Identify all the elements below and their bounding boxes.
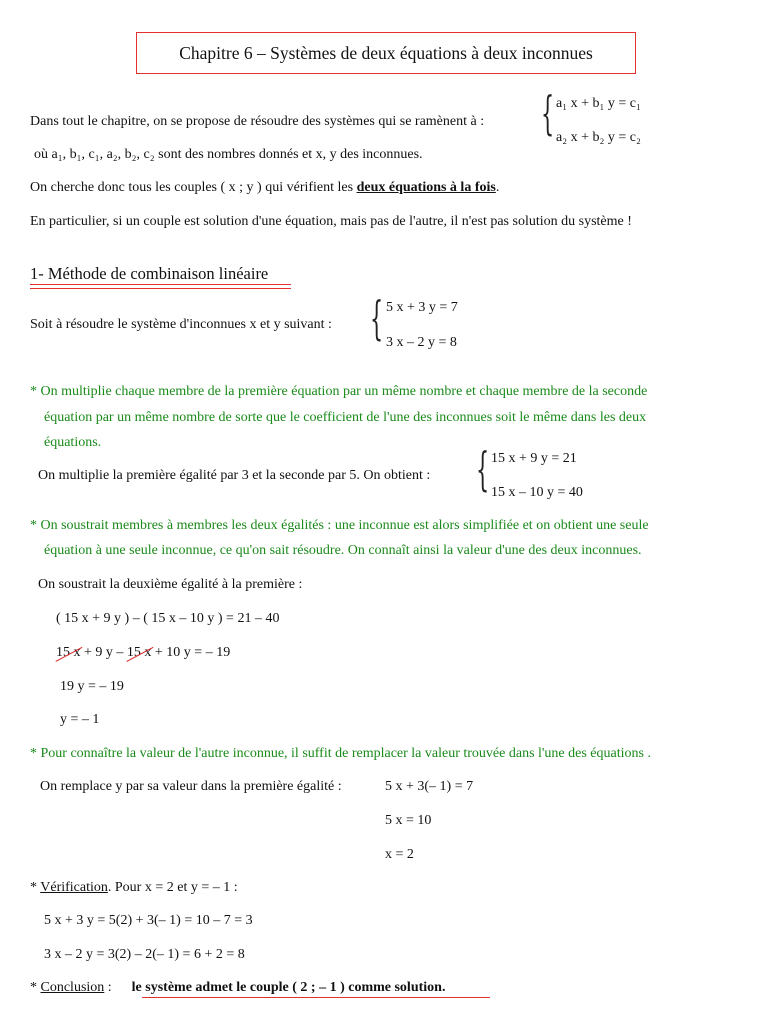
step2-line2: équation à une seule inconnue, ce qu'on sait résoudre. On connaît ainsi la valeur d'une des deux inconnues.	[44, 543, 642, 558]
section-heading: 1- Méthode de combinaison linéaire	[30, 264, 269, 283]
system-brace: {	[370, 291, 384, 345]
step1-line1: * On multiplie chaque membre de la première équation par un même nombre et chaque membre de la seconde	[30, 384, 648, 399]
general-eq2: a₂ x + b₂ y = c₂	[556, 130, 641, 145]
bold-phrase: deux équations à la fois	[356, 180, 496, 195]
chapter-title: Chapitre 6 – Systèmes de deux équations à deux inconnues	[136, 32, 636, 74]
replace-eq3: x = 2	[385, 847, 414, 862]
verification-label: Vérification	[40, 880, 108, 895]
heading-underline-2	[30, 288, 291, 289]
conclusion-label: Conclusion	[40, 980, 105, 995]
system-brace: {	[476, 442, 490, 496]
step3-line: * Pour connaître la valeur de l'autre inconnue, il suffit de remplacer la valeur trouvée dans l'une des équations .	[30, 746, 651, 761]
step2-line1: * On soustrait membres à membres les deux égalités : une inconnue est alors simplifiée et on obtient une seule	[30, 518, 649, 533]
general-eq1: a₁ x + b₁ y = c₁	[556, 96, 641, 111]
conclusion-text: le système admet le couple ( 2 ; – 1 ) comme solution.	[131, 980, 446, 995]
verification-line: * Vérification. Pour x = 2 et y = – 1 :	[30, 880, 238, 895]
system-brace: {	[541, 86, 555, 140]
system-eq2: 3 x – 2 y = 8	[386, 335, 457, 350]
cancelled-term: 15 x	[56, 645, 81, 660]
calc-line1: ( 15 x + 9 y ) – ( 15 x – 10 y ) = 21 – 40	[56, 611, 280, 626]
conclusion-line: * Conclusion : le système admet le couple ( 2 ; – 1 ) comme solution.	[30, 980, 446, 995]
verification-eq2: 3 x – 2 y = 3(2) – 2(– 1) = 6 + 2 = 8	[44, 947, 245, 962]
multiplied-eq2: 15 x – 10 y = 40	[491, 485, 583, 500]
calc-line2: 15 x + 9 y – 15 x + 10 y = – 19	[56, 645, 231, 660]
multiplied-eq1: 15 x + 9 y = 21	[491, 451, 577, 466]
intro-line2: où a₁, b₁, c₁, a₂, b₂, c₂ sont des nombres donnés et x, y des inconnues.	[34, 147, 423, 162]
step1-line2: équation par un même nombre de sorte que le coefficient de l'une des inconnues soit le même dans les deux	[44, 410, 647, 425]
cancelled-term: 15 x	[126, 645, 152, 660]
multiply-text: On multiplie la première égalité par 3 et la seconde par 5. On obtient :	[38, 468, 431, 483]
replace-eq2: 5 x = 10	[385, 813, 432, 828]
heading-underline-1	[30, 284, 291, 285]
solve-text: Soit à résoudre le système d'inconnues x et y suivant :	[30, 317, 332, 332]
calc-line4: y = – 1	[60, 712, 100, 727]
verification-eq1: 5 x + 3 y = 5(2) + 3(– 1) = 10 – 7 = 3	[44, 913, 253, 928]
step1-line3: équations.	[44, 435, 102, 450]
replace-eq1: 5 x + 3(– 1) = 7	[385, 779, 474, 794]
intro-line3: On cherche donc tous les couples ( x ; y ) qui vérifient les deux équations à la fois.	[30, 180, 500, 195]
calc-line3: 19 y = – 19	[60, 679, 124, 694]
intro-line1: Dans tout le chapitre, on se propose de résoudre des systèmes qui se ramènent à :	[30, 114, 485, 129]
subtract-text: On soustrait la deuxième égalité à la première :	[38, 577, 303, 592]
system-eq1: 5 x + 3 y = 7	[386, 300, 458, 315]
intro-line4: En particulier, si un couple est solution d'une équation, mais pas de l'autre, il n'est pas solution du système !	[30, 214, 632, 229]
conclusion-underline	[142, 997, 490, 998]
replace-text: On remplace y par sa valeur dans la première égalité :	[40, 779, 342, 794]
